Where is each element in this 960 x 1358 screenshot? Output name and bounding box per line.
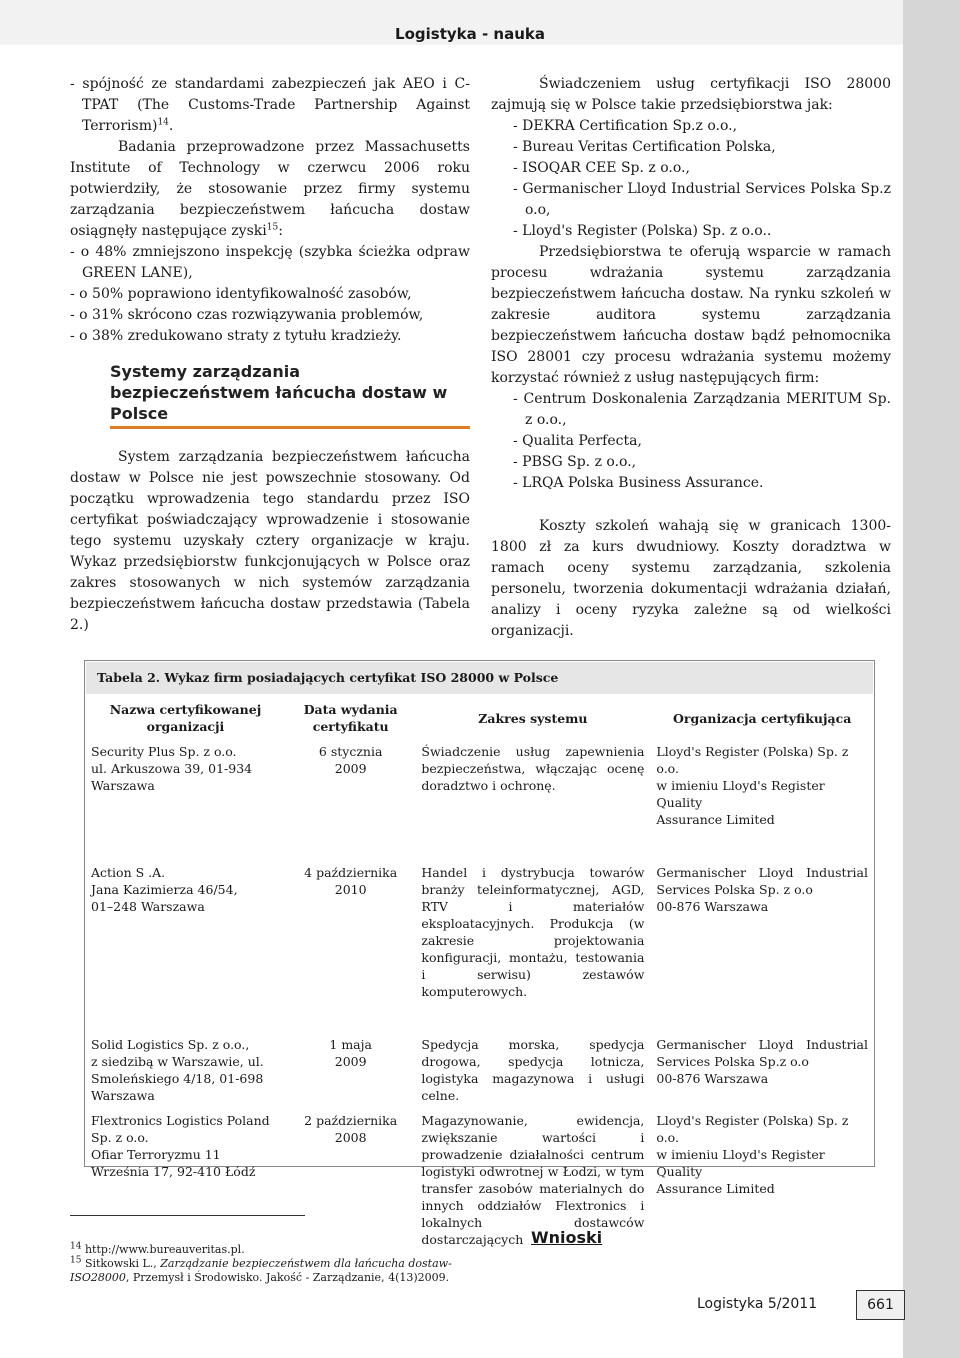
aeo-bullet: - spójność ze standardami zabezpieczeń jak AEO i C-TPAT (The Customs-Trade Partnership Against Terrorism)$^{14}$. [70, 76, 470, 134]
cert-body-item: - Germanischer Lloyd Industrial Services Polska Sp.z o.o, [513, 181, 891, 218]
certificates-grid [85, 697, 874, 1252]
footnote-ref-14: 14 [157, 117, 169, 128]
date-cell: 4 października 2010 [304, 865, 398, 897]
org-cell: Solid Logistics Sp. z o.o., z siedzibą w Warszawie, ul. Smoleńskiego 4/18, 01-698 Warszawa [91, 1037, 264, 1103]
mit-study-paragraph: Badania przeprowadzone przez Massachusetts Institute of Technology w czerwcu 2006 roku potwierdziły, że stosowanie przez firmy systemu zarządzania bezpieczeństwem łańcucha dostaw osiągnęły następujące zyski$^{15}$: [70, 139, 470, 239]
column-header: Zakres systemu [478, 710, 588, 726]
cert-body-item: - DEKRA Certification Sp.z o.o., [513, 118, 738, 134]
column-header: Nazwa certyfikowanej organizacji [109, 702, 262, 734]
scope-cell: Spedycja morska, spedycja drogowa, spedycja lotnicza, logistyka magazynowa i usługi celne. [421, 1037, 645, 1103]
cert-body-item: - Bureau Veritas Certification Polska, [513, 139, 776, 155]
org-cell: Flextronics Logistics Poland Sp. z o.o. Ofiar Terroryzmu 11 Września 17, 92-410 Łódź [91, 1113, 270, 1179]
training-firm-item: - Qualita Perfecta, [513, 433, 642, 449]
cert-body-item: - ISOQAR CEE Sp. z o.o., [513, 160, 690, 176]
footnote-rule [70, 1215, 305, 1216]
date-cell: 6 stycznia 2009 [318, 744, 383, 776]
conclusions-heading: Wnioski [531, 1228, 603, 1247]
table-caption: Tabela 2. Wykaz firm posiadających certyfikat ISO 28000 w Polsce [86, 662, 873, 694]
date-cell: 2 października 2008 [304, 1113, 398, 1145]
table-row [85, 1032, 874, 1108]
org-cell: Security Plus Sp. z o.o. ul. Arkuszowa 39, 01-934 Warszawa [91, 744, 253, 793]
journal-issue: Logistyka 5/2011 [697, 1296, 818, 1312]
training-firm-item: - Centrum Doskonalenia Zarządzania MERITUM Sp. z o.o., [513, 391, 891, 428]
column-header: Organizacja certyfikująca [673, 710, 852, 726]
section-heading: Systemy zarządzania bezpieczeństwem łańcucha dostaw w Polsce [110, 362, 448, 423]
footnote-ref-15: 15 [266, 222, 279, 233]
left-column [70, 74, 470, 636]
table-row [85, 1108, 874, 1252]
costs-paragraph: Koszty szkoleń wahają się w granicach 1300-1800 zł za kurs dwudniowy. Koszty doradztwa w ramach oceny systemu zarządzania, szkolenia personelu, tworzenia dokumentacji wdrażania działań, analizy i oceny ryzyka zależne są od wielkości organizacji. [491, 518, 891, 639]
date-cell: 1 maja 2009 [329, 1037, 372, 1069]
table-row [85, 739, 874, 832]
result-item: - o 48% zmniejszono inspekcję (szybka ścieżka odpraw GREEN LANE), [70, 244, 470, 281]
heading-underline [110, 426, 470, 429]
right-column [491, 74, 891, 642]
side-margin-strip [903, 0, 960, 1358]
certifier-cell: Lloyd's Register (Polska) Sp. z o.o. w imieniu Lloyd's Register Quality Assurance Limited [656, 744, 849, 827]
footnote-14: $^{14}$ http://www.bureauveritas.pl. [70, 1241, 245, 1256]
page-number: 661 [856, 1290, 905, 1320]
table-row [85, 860, 874, 1004]
running-header-title: Logistyka - nauka [395, 25, 545, 43]
result-item: - o 31% skrócono czas rozwiązywania problemów, [70, 307, 424, 323]
cert-body-item: - Lloyd's Register (Polska) Sp. z o.o.. [513, 223, 772, 239]
support-paragraph: Przedsiębiorstwa te oferują wsparcie w ramach procesu wdrażania systemu zarządzania bezpieczeństwem łańcucha dostaw. Na rynku szkoleń w zakresie auditora systemu zarządzania bezpieczeństwem łańcucha dostaw bądź pełnomocnika ISO 28001 czy procesu wdrażania systemu możemy korzystać również z usług następujących firm: [491, 244, 891, 386]
training-firm-item: - PBSG Sp. z o.o., [513, 454, 637, 470]
certifier-cell: Lloyd's Register (Polska) Sp. z o.o. w imieniu Lloyd's Register Quality Assurance Limited [656, 1113, 849, 1196]
result-item: - o 50% poprawiono identyfikowalność zasobów, [70, 286, 412, 302]
page-header [0, 0, 903, 45]
result-item: - o 38% zredukowano straty z tytułu kradzieży. [70, 328, 402, 344]
org-cell: Action S .A. Jana Kazimierza 46/54, 01–248 Warszawa [91, 865, 238, 914]
footnotes [70, 1243, 490, 1285]
training-firm-item: - LRQA Polska Business Assurance. [513, 475, 764, 491]
footnote-15: $^{15}$ Sitkowski L., Zarządzanie bezpieczeństwem dla łańcucha dostaw-ISO28000, Przemysł i Środowisko. Jakość - Zarządzanie, 4(13)2009. [70, 1255, 452, 1284]
certification-intro: Świadczeniem usług certyfikacji ISO 28000 zajmują się w Polsce takie przedsiębiorstwa jak: [491, 76, 891, 113]
scope-cell: Magazynowanie, ewidencja, zwiększanie wartości i prowadzenie działalności centrum logistyki odwrotnej w Łodzi, w tym transfer zasobów materialnych do innych oddziałów Flextronics i lokalnych dostawców dostarczających [421, 1113, 645, 1247]
column-header: Data wydania certyfikatu [303, 702, 398, 734]
scope-cell: Świadczenie usług zapewnienia bezpieczeństwa, włączając ocenę doradztwo i ochronę. [421, 744, 645, 793]
system-paragraph: System zarządzania bezpieczeństwem łańcucha dostaw w Polsce nie jest powszechnie stosowany. Od początku wprowadzenia tego standardu przez ISO certyfikat poświadczający wprowadzenie i stosowanie tego systemu uzyskały cztery organizacje w kraju. Wykaz przedsiębiorstw funkcjonujących w Polsce oraz zakres stosowanych w nich systemów zarządzania bezpieczeństwem łańcucha dostaw przedstawia (Tabela 2.) [70, 449, 470, 633]
scope-cell: Handel i dystrybucja towarów branży teleinformatycznej, AGD, RTV i materiałów eksploatacyjnych. Produkcja (w zakresie projektowania konfiguracji, montażu, testowania i serwisu) zestawów komputerowych. [421, 865, 645, 999]
certifier-cell: Germanischer Lloyd Industrial Services Polska Sp.z o.o 00-876 Warszawa [656, 1037, 868, 1086]
certifier-cell: Germanischer Lloyd Industrial Services Polska Sp. z o.o 00-876 Warszawa [656, 865, 868, 914]
